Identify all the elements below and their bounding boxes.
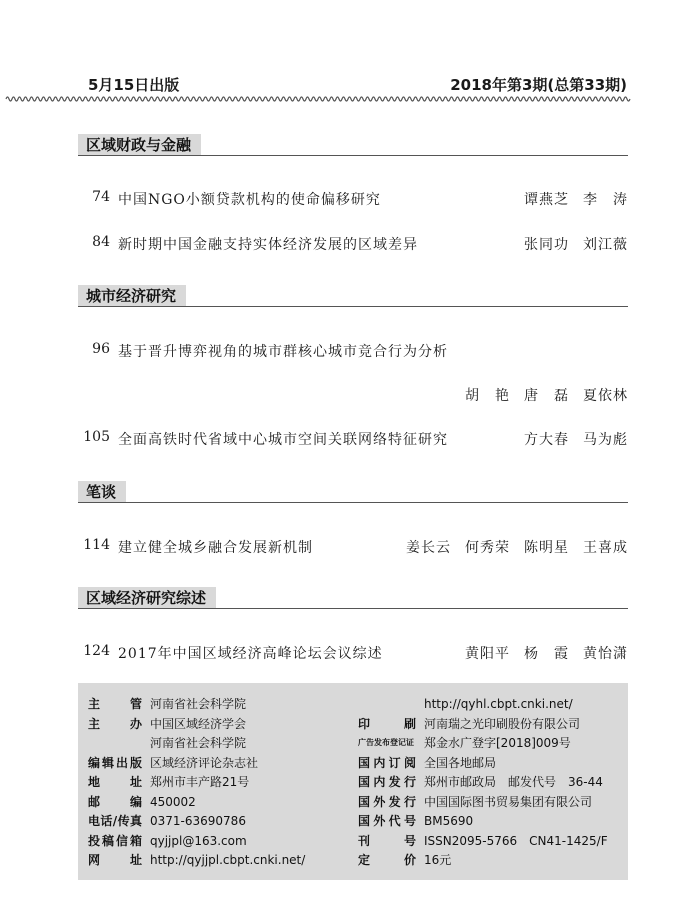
info-label: 地 址: [88, 775, 142, 789]
info-value: 全国各地邮局: [424, 755, 497, 770]
toc-page-number: 74: [92, 189, 110, 205]
author: 陈明星: [524, 540, 569, 556]
info-label: 国外发行: [358, 794, 416, 809]
author: 黄阳平: [465, 646, 510, 662]
toc-page-number: 105: [83, 429, 110, 445]
masthead: [78, 74, 627, 96]
info-label: 定 价: [358, 853, 416, 867]
info-label: 国外代号: [358, 814, 416, 828]
publication-info-box: [78, 683, 628, 880]
author: 谭燕芝: [524, 192, 569, 208]
info-row: [358, 793, 618, 811]
info-row: [88, 832, 348, 850]
toc-entry[interactable]: [78, 234, 628, 254]
author: 方大春: [524, 432, 569, 448]
toc-page-number: 124: [83, 643, 110, 659]
section-rule: [78, 502, 628, 503]
section-header: [78, 134, 628, 156]
info-row: [358, 754, 618, 772]
toc-article-title[interactable]: 基于晋升博弈视角的城市群核心城市竞合行为分析: [118, 344, 448, 360]
info-value: 郑州市丰产路21号: [150, 775, 250, 789]
issue-number: 2018年第3期(总第33期): [450, 76, 627, 94]
decorative-wave-divider: [0, 94, 697, 104]
toc-article-title[interactable]: 中国NGO小额贷款机构的使命偏移研究: [118, 192, 381, 208]
toc-entry[interactable]: [78, 189, 628, 209]
info-row: [358, 851, 618, 869]
toc-authors: [510, 234, 628, 254]
author: 杨 霞: [524, 646, 569, 662]
toc-authors: [510, 429, 628, 449]
info-row: [88, 734, 348, 752]
info-label: 电话/传真: [88, 814, 142, 828]
info-row: [88, 773, 348, 791]
info-value: 中国国际图书贸易集团有限公司: [424, 794, 593, 809]
author: 姜长云: [406, 540, 451, 556]
toc-authors: [451, 385, 628, 405]
info-row: [358, 734, 618, 752]
section-header: [78, 285, 628, 307]
section-title: 笔谈: [78, 481, 126, 503]
toc-authors: [510, 189, 628, 209]
toc-entry[interactable]: [78, 429, 628, 449]
info-label: 国内发行: [358, 775, 416, 789]
section-header: [78, 587, 628, 609]
toc-page-number: 96: [92, 341, 110, 357]
info-value: 区域经济评论杂志社: [150, 755, 259, 770]
section-title: 区域财政与金融: [78, 134, 201, 156]
info-label: 编辑出版: [88, 755, 142, 770]
author: 唐 磊: [524, 388, 569, 404]
author: 胡 艳: [465, 388, 510, 404]
toc-authors: [392, 537, 628, 557]
info-value: BM5690: [424, 814, 474, 828]
info-value: ISSN2095-5766 CN41-1425/F: [424, 833, 608, 848]
section-rule: [78, 608, 628, 609]
info-row: [88, 715, 348, 733]
info-label: 广告发布登记证: [358, 738, 414, 747]
info-value: 河南瑞之光印刷股份有限公司: [424, 716, 581, 731]
info-label: 网 址: [88, 853, 142, 867]
toc-entry[interactable]: [78, 537, 628, 557]
info-row: [88, 812, 348, 830]
section-rule: [78, 306, 628, 307]
publication-date: 5月15日出版: [88, 76, 180, 94]
info-row: [88, 695, 348, 713]
info-row: [358, 695, 618, 713]
author: 马为彪: [583, 432, 628, 448]
toc-article-title[interactable]: 全面高铁时代省域中心城市空间关联网络特征研究: [118, 432, 448, 448]
info-row: [88, 793, 348, 811]
info-value: 郑金水广登字[2018]009号: [424, 736, 571, 750]
info-label: 邮 编: [88, 794, 142, 809]
toc-entry-authors-line: [78, 385, 628, 405]
info-value: 郑州市邮政局 邮发代号 36-44: [424, 775, 603, 789]
info-label: 国内订阅: [358, 755, 416, 770]
author: 王喜成: [583, 540, 628, 556]
toc-page-number: 114: [83, 537, 110, 553]
author: 何秀荣: [465, 540, 510, 556]
info-value[interactable]: qyjjpl@163.com: [150, 833, 247, 848]
toc-entry[interactable]: [78, 643, 628, 663]
info-row: [358, 715, 618, 733]
info-value: 河南省社会科学院: [150, 736, 247, 750]
section-title: 区域经济研究综述: [78, 587, 216, 609]
info-label: 刊 号: [358, 833, 416, 848]
toc-article-title[interactable]: 2017年中国区域经济高峰论坛会议综述: [118, 646, 383, 662]
info-value[interactable]: http://qyjjpl.cbpt.cnki.net/: [150, 853, 306, 867]
info-label: 主 办: [88, 716, 142, 731]
info-value: 中国区域经济学会: [150, 716, 247, 731]
toc-authors: [451, 643, 628, 663]
toc-entry[interactable]: [78, 341, 628, 361]
author: 黄怡潇: [583, 646, 628, 662]
info-value[interactable]: http://qyhl.cbpt.cnki.net/: [424, 697, 573, 711]
section-title: 城市经济研究: [78, 285, 186, 307]
info-value: 0371-63690786: [150, 814, 246, 828]
info-label: 印 刷: [358, 716, 416, 731]
info-row: [88, 754, 348, 772]
author: 刘江薇: [583, 237, 628, 253]
info-row: [358, 773, 618, 791]
author: 夏依林: [583, 388, 628, 404]
section-rule: [78, 155, 628, 156]
author: 李 涛: [583, 192, 628, 208]
section-header: [78, 481, 628, 503]
toc-article-title[interactable]: 建立健全城乡融合发展新机制: [118, 540, 313, 556]
info-row: [358, 832, 618, 850]
info-value: 16元: [424, 853, 452, 867]
info-label: 投稿信箱: [88, 833, 142, 848]
author: 张同功: [524, 237, 569, 253]
info-label: 主 管: [88, 697, 142, 711]
toc-article-title[interactable]: 新时期中国金融支持实体经济发展的区域差异: [118, 237, 418, 253]
info-value: 河南省社会科学院: [150, 697, 247, 711]
info-row: [88, 851, 348, 869]
info-value: 450002: [150, 794, 196, 809]
info-row: [358, 812, 618, 830]
toc-page-number: 84: [92, 234, 110, 250]
